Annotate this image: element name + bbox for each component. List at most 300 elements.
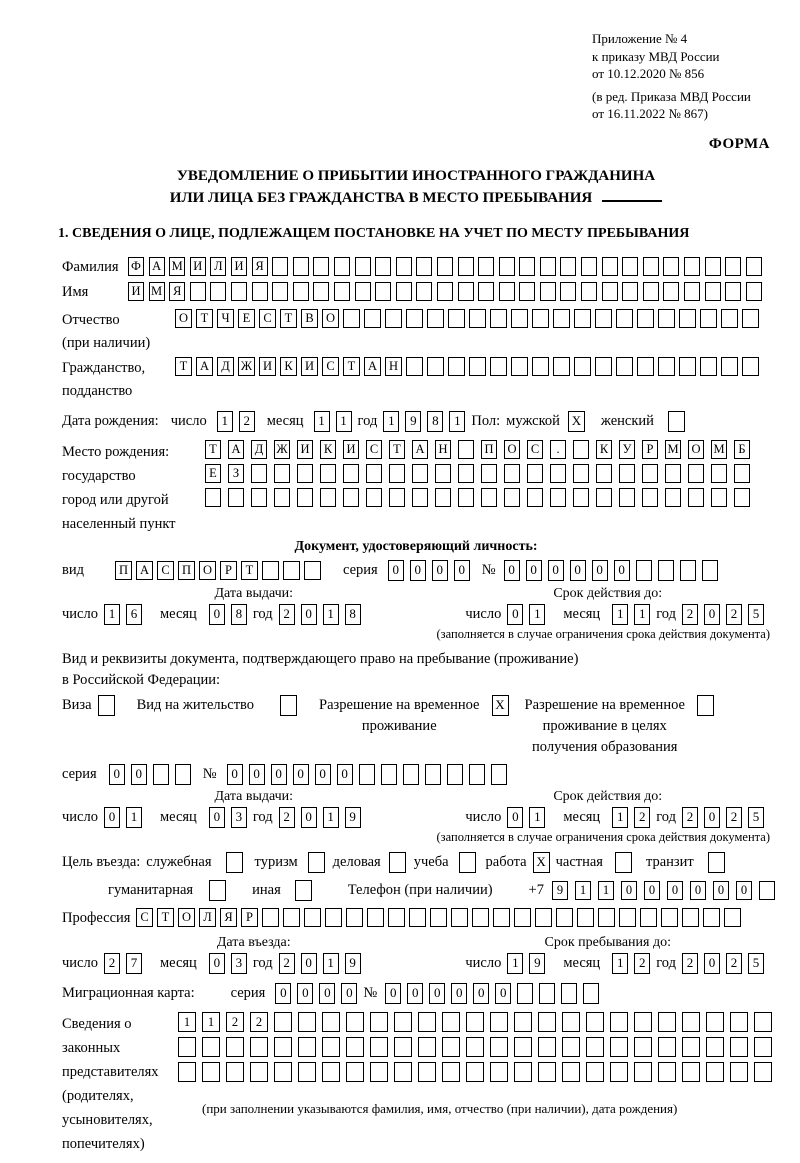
- char-box: [262, 908, 279, 927]
- char-box: [703, 908, 720, 927]
- char-box: [346, 1012, 364, 1032]
- char-box: 1: [612, 953, 628, 974]
- char-box: 5: [748, 807, 764, 828]
- char-box: [511, 357, 528, 376]
- char-box: [178, 1037, 196, 1057]
- char-box: [283, 561, 300, 580]
- char-box: [178, 1062, 196, 1082]
- char-box: К: [596, 440, 612, 459]
- char-box: [442, 1037, 460, 1057]
- char-box: 2: [226, 1012, 244, 1032]
- char-box: [658, 1037, 676, 1057]
- day-label: число: [465, 809, 502, 825]
- given-name-row: [62, 282, 770, 302]
- purpose-label: Цель въезда:: [62, 854, 141, 870]
- char-box: [514, 1012, 532, 1032]
- purpose-private-label: частная: [555, 854, 603, 870]
- char-box: 0: [385, 983, 401, 1004]
- char-box: 0: [736, 881, 752, 900]
- residence-doc-heading-1: Вид и реквизиты документа, подтверждающего право на пребывание (проживание): [62, 650, 579, 667]
- char-box: 0: [319, 983, 335, 1004]
- char-box: [616, 357, 633, 376]
- char-box: 1: [202, 1012, 220, 1032]
- char-box: [684, 257, 700, 276]
- char-box: 0: [504, 560, 520, 581]
- char-box: 2: [682, 604, 698, 625]
- char-box: [658, 560, 674, 581]
- char-box: Т: [175, 357, 192, 376]
- char-box: [437, 282, 453, 301]
- char-box: [366, 488, 382, 507]
- year-label: год: [656, 606, 676, 622]
- char-box: [252, 282, 268, 301]
- birth-month-boxes: [314, 411, 358, 432]
- stay-month-boxes: [612, 953, 656, 974]
- char-box: 1: [598, 881, 614, 900]
- residence-doc-options-row: [62, 695, 770, 758]
- char-box: Р: [642, 440, 658, 459]
- purpose-row-2: [62, 880, 770, 901]
- char-box: [679, 309, 696, 328]
- month-label: месяц: [266, 413, 304, 429]
- phone-label: Телефон (при наличии): [347, 882, 493, 898]
- char-box: 1: [507, 953, 523, 974]
- char-box: [746, 282, 762, 301]
- char-box: [665, 464, 681, 483]
- char-box: [228, 488, 244, 507]
- purpose-official-label: служебная: [146, 854, 212, 870]
- sex-female-checkbox: [668, 411, 685, 432]
- char-box: 8: [345, 604, 361, 625]
- char-box: [346, 1062, 364, 1082]
- purpose-business-checkbox: [389, 852, 406, 873]
- char-box: [490, 309, 507, 328]
- char-box: Ж: [238, 357, 255, 376]
- char-box: 0: [704, 807, 720, 828]
- char-box: [573, 464, 589, 483]
- month-label: месяц: [159, 955, 197, 971]
- identity-valid-until-date: [420, 604, 770, 625]
- year-label: год: [357, 413, 378, 429]
- char-box: [754, 1012, 772, 1032]
- char-box: [297, 488, 313, 507]
- char-box: А: [136, 561, 153, 580]
- char-box: [746, 257, 762, 276]
- number-label: №: [363, 985, 378, 1001]
- char-box: [442, 1062, 460, 1082]
- char-box: [370, 1037, 388, 1057]
- char-box: 2: [726, 604, 742, 625]
- char-box: 1: [575, 881, 591, 900]
- year-label: год: [252, 809, 273, 825]
- entry-dates-row: [62, 953, 770, 974]
- char-box: 1: [634, 604, 650, 625]
- char-box: 2: [239, 411, 255, 432]
- char-box: [359, 764, 375, 785]
- char-box: [519, 257, 535, 276]
- char-box: [634, 1037, 652, 1057]
- char-box: [448, 309, 465, 328]
- char-box: [663, 257, 679, 276]
- char-box: 6: [126, 604, 142, 625]
- birth-day-boxes: [217, 411, 261, 432]
- char-box: [583, 983, 599, 1004]
- month-label: месяц: [563, 606, 601, 622]
- char-box: Н: [385, 357, 402, 376]
- char-box: С: [322, 357, 339, 376]
- char-box: [700, 357, 717, 376]
- char-box: [721, 309, 738, 328]
- year-label: год: [656, 809, 676, 825]
- char-box: [616, 309, 633, 328]
- char-box: А: [412, 440, 428, 459]
- char-box: [550, 488, 566, 507]
- char-box: [205, 488, 221, 507]
- char-box: [283, 908, 300, 927]
- char-box: [514, 1062, 532, 1082]
- char-box: [561, 983, 577, 1004]
- char-box: [538, 1062, 556, 1082]
- patronymic-row: [62, 309, 770, 355]
- char-box: [458, 440, 474, 459]
- char-box: [388, 908, 405, 927]
- char-box: [293, 257, 309, 276]
- char-box: [658, 309, 675, 328]
- char-box: 1: [529, 604, 545, 625]
- title-line-2: ИЛИ ЛИЦА БЕЗ ГРАЖДАНСТВА В МЕСТО ПРЕБЫВАНИЯ: [169, 189, 593, 206]
- char-box: 0: [429, 983, 445, 1004]
- char-box: 0: [131, 764, 147, 785]
- char-box: [610, 1037, 628, 1057]
- valid-year-boxes: [682, 807, 770, 828]
- validity-note: (заполняется в случае ограничения срока действия документа): [436, 626, 770, 641]
- char-box: [640, 908, 657, 927]
- purpose-transit-checkbox: [708, 852, 725, 873]
- valid-month-boxes: [612, 807, 656, 828]
- char-box: [540, 282, 556, 301]
- char-box: [385, 309, 402, 328]
- issue-date-heading: Дата выдачи:: [214, 585, 294, 601]
- char-box: 0: [690, 881, 706, 900]
- char-box: [562, 1062, 580, 1082]
- char-box: [442, 1012, 460, 1032]
- char-box: 5: [748, 953, 764, 974]
- char-box: [658, 357, 675, 376]
- char-box: [514, 908, 531, 927]
- char-box: 0: [407, 983, 423, 1004]
- char-box: [250, 1062, 268, 1082]
- char-box: [394, 1062, 412, 1082]
- char-box: [725, 282, 741, 301]
- char-box: [190, 282, 206, 301]
- char-box: [322, 1037, 340, 1057]
- char-box: Ч: [217, 309, 234, 328]
- char-box: 1: [449, 411, 465, 432]
- char-box: [416, 282, 432, 301]
- char-box: 0: [667, 881, 683, 900]
- char-box: [304, 561, 321, 580]
- char-box: [532, 357, 549, 376]
- valid-year-boxes: [682, 604, 770, 625]
- migration-card-label: Миграционная карта:: [62, 985, 195, 1001]
- char-box: [469, 764, 485, 785]
- char-box: [343, 488, 359, 507]
- char-box: Д: [217, 357, 234, 376]
- identity-issue-date: [62, 604, 420, 625]
- char-box: [535, 908, 552, 927]
- char-box: [573, 440, 589, 459]
- issue-month-boxes: [209, 807, 253, 828]
- char-box: [643, 257, 659, 276]
- char-box: 0: [713, 881, 729, 900]
- series-label: серия: [343, 562, 378, 578]
- char-box: [447, 764, 463, 785]
- sex-female-label: женский: [600, 413, 654, 429]
- char-box: 2: [279, 807, 295, 828]
- char-box: [581, 257, 597, 276]
- char-box: [370, 1012, 388, 1032]
- char-box: [619, 488, 635, 507]
- purpose-tourism-label: туризм: [254, 854, 298, 870]
- char-box: [343, 309, 360, 328]
- migration-number-boxes: [385, 983, 605, 1004]
- representatives-row2-boxes: [178, 1037, 778, 1057]
- char-box: 0: [301, 604, 317, 625]
- char-box: И: [297, 440, 313, 459]
- entry-date-headings: [62, 935, 770, 951]
- char-box: 3: [231, 953, 247, 974]
- char-box: 1: [612, 807, 628, 828]
- purpose-work-label: работа: [485, 854, 527, 870]
- char-box: Т: [280, 309, 297, 328]
- char-box: 2: [682, 807, 698, 828]
- char-box: 0: [614, 560, 630, 581]
- purpose-other-label: иная: [252, 882, 281, 898]
- char-box: [490, 357, 507, 376]
- char-box: [706, 1037, 724, 1057]
- char-box: [396, 282, 412, 301]
- char-box: Л: [199, 908, 216, 927]
- char-box: [355, 282, 371, 301]
- char-box: [481, 464, 497, 483]
- representatives-row1-boxes: [178, 1012, 778, 1032]
- char-box: [425, 764, 441, 785]
- char-box: [394, 1012, 412, 1032]
- char-box: [663, 282, 679, 301]
- birth-place-block: [62, 440, 770, 536]
- char-box: И: [128, 282, 144, 301]
- char-box: [519, 282, 535, 301]
- char-box: [665, 488, 681, 507]
- char-box: [514, 1037, 532, 1057]
- char-box: 1: [529, 807, 545, 828]
- identity-doc-dates-row: [62, 604, 770, 625]
- char-box: 1: [314, 411, 330, 432]
- char-box: 1: [217, 411, 233, 432]
- char-box: 9: [405, 411, 421, 432]
- char-box: Т: [196, 309, 213, 328]
- purpose-study-label: учеба: [413, 854, 449, 870]
- purpose-official-checkbox: [226, 852, 243, 873]
- char-box: 7: [126, 953, 142, 974]
- char-box: 9: [552, 881, 568, 900]
- phone-boxes: [552, 881, 782, 900]
- char-box: 1: [126, 807, 142, 828]
- char-box: [490, 1012, 508, 1032]
- char-box: [469, 357, 486, 376]
- char-box: [320, 464, 336, 483]
- char-box: 1: [383, 411, 399, 432]
- char-box: 0: [495, 983, 511, 1004]
- purpose-humanitarian-label: гуманитарная: [108, 882, 194, 898]
- char-box: Т: [343, 357, 360, 376]
- char-box: 0: [301, 807, 317, 828]
- char-box: [550, 464, 566, 483]
- char-box: [610, 1062, 628, 1082]
- char-box: [375, 257, 391, 276]
- identity-doc-date-headings: [62, 586, 770, 602]
- char-box: [466, 1037, 484, 1057]
- char-box: [742, 309, 759, 328]
- char-box: [298, 1062, 316, 1082]
- char-box: [538, 1037, 556, 1057]
- char-box: [293, 282, 309, 301]
- residence-doc-dates-row: [62, 807, 770, 828]
- char-box: [313, 257, 329, 276]
- char-box: [251, 464, 267, 483]
- char-box: 0: [209, 953, 225, 974]
- char-box: Т: [241, 561, 258, 580]
- char-box: 0: [209, 807, 225, 828]
- char-box: [684, 282, 700, 301]
- char-box: [427, 309, 444, 328]
- char-box: О: [688, 440, 704, 459]
- visa-checkbox: [98, 695, 115, 716]
- char-box: [469, 309, 486, 328]
- char-box: [448, 357, 465, 376]
- char-box: [274, 1037, 292, 1057]
- char-box: Н: [435, 440, 451, 459]
- char-box: И: [301, 357, 318, 376]
- char-box: [325, 908, 342, 927]
- char-box: З: [228, 464, 244, 483]
- char-box: [711, 464, 727, 483]
- purpose-study-checkbox: [459, 852, 476, 873]
- representatives-label: Сведения о законных представителях (родителях, усыновителях, попечителях): [62, 1015, 159, 1152]
- sex-male-label: мужской: [506, 413, 560, 429]
- char-box: [562, 1012, 580, 1032]
- representatives-boxes: [178, 1012, 778, 1119]
- char-box: А: [149, 257, 165, 276]
- char-box: 0: [337, 764, 353, 785]
- char-box: 0: [388, 560, 404, 581]
- char-box: [734, 464, 750, 483]
- month-label: месяц: [159, 606, 197, 622]
- char-box: [679, 357, 696, 376]
- char-box: [560, 257, 576, 276]
- char-box: [725, 257, 741, 276]
- char-box: [493, 908, 510, 927]
- char-box: 1: [612, 604, 628, 625]
- char-box: [175, 764, 191, 785]
- char-box: И: [343, 440, 359, 459]
- char-box: [688, 488, 704, 507]
- residence-permit-label: Вид на жительство: [136, 696, 255, 713]
- char-box: [637, 309, 654, 328]
- char-box: [595, 357, 612, 376]
- char-box: [619, 908, 636, 927]
- birth-date-label: Дата рождения:: [62, 413, 159, 429]
- char-box: И: [231, 257, 247, 276]
- char-box: [586, 1012, 604, 1032]
- char-box: [274, 488, 290, 507]
- char-box: [226, 1062, 244, 1082]
- char-box: 0: [227, 764, 243, 785]
- char-box: 0: [507, 604, 523, 625]
- identity-doc-row: [62, 560, 770, 581]
- char-box: [389, 464, 405, 483]
- char-box: Т: [157, 908, 174, 927]
- char-box: [705, 282, 721, 301]
- char-box: [366, 464, 382, 483]
- char-box: 0: [570, 560, 586, 581]
- char-box: [322, 1062, 340, 1082]
- valid-until-heading: Срок действия до:: [553, 585, 663, 601]
- purpose-business-label: деловая: [332, 854, 381, 870]
- char-box: [721, 357, 738, 376]
- char-box: М: [665, 440, 681, 459]
- char-box: [412, 488, 428, 507]
- char-box: Р: [241, 908, 258, 927]
- citizenship-boxes: [175, 357, 763, 376]
- annex-amendment-line: от 16.11.2022 № 867): [592, 106, 709, 121]
- doc-type-boxes: [115, 561, 325, 580]
- char-box: [416, 257, 432, 276]
- char-box: [412, 464, 428, 483]
- char-box: Ф: [128, 257, 144, 276]
- char-box: [658, 1012, 676, 1032]
- char-box: [396, 257, 412, 276]
- char-box: К: [320, 440, 336, 459]
- issue-year-boxes: [279, 604, 367, 625]
- series-label: серия: [230, 985, 266, 1001]
- form-label: ФОРМА: [708, 135, 770, 152]
- char-box: С: [136, 908, 153, 927]
- purpose-work-checkbox: X: [533, 852, 550, 873]
- char-box: 2: [634, 953, 650, 974]
- char-box: [274, 464, 290, 483]
- char-box: [596, 488, 612, 507]
- char-box: [481, 488, 497, 507]
- stay-year-boxes: [682, 953, 770, 974]
- purpose-transit-label: транзит: [645, 854, 694, 870]
- char-box: 0: [315, 764, 331, 785]
- char-box: [539, 983, 555, 1004]
- char-box: [346, 1037, 364, 1057]
- entry-month-boxes: [209, 953, 253, 974]
- char-box: [730, 1062, 748, 1082]
- year-label: год: [252, 606, 273, 622]
- char-box: [334, 282, 350, 301]
- char-box: [435, 464, 451, 483]
- residence-doc-heading-2: в Российской Федерации:: [62, 671, 221, 688]
- char-box: А: [196, 357, 213, 376]
- char-box: [427, 357, 444, 376]
- char-box: [661, 908, 678, 927]
- char-box: 2: [279, 604, 295, 625]
- char-box: 0: [454, 560, 470, 581]
- char-box: [381, 764, 397, 785]
